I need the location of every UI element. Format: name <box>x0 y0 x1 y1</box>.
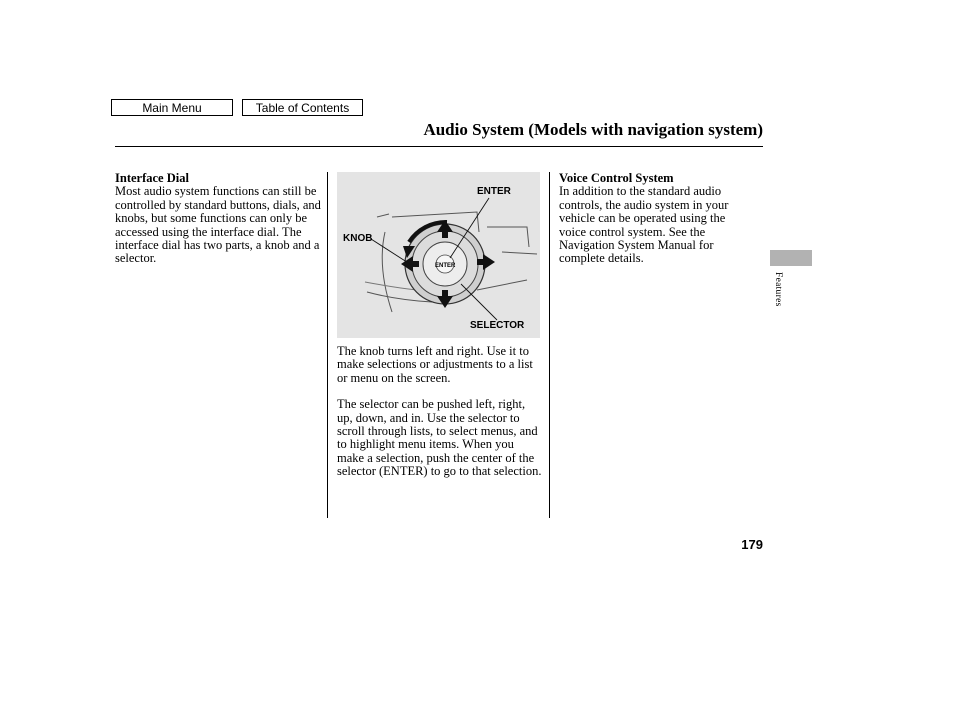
knob-selector-section <box>337 345 542 492</box>
selector-text: The selector can be pushed left, right, up, down, and in. Use the selector to scroll through lists, to select menus, and to highlight menu items. When you make a selection, push the center of the selector (ENTER) to go to that selection. <box>337 397 542 479</box>
main-menu-button[interactable]: Main Menu <box>111 99 233 116</box>
table-of-contents-button[interactable]: Table of Contents <box>242 99 363 116</box>
voice-control-text: In addition to the standard audio controls, the audio system in your vehicle can be operated using the voice control system. See the Navigation System Manual for complete details. <box>559 184 729 266</box>
knob-label: KNOB <box>343 233 373 244</box>
interface-dial-section <box>115 172 325 266</box>
title-rule <box>115 146 763 147</box>
voice-control-section <box>559 172 754 266</box>
page-title: Audio System (Models with navigation system) <box>423 120 763 139</box>
column-divider <box>549 172 550 518</box>
section-label: Features <box>773 272 783 307</box>
section-tab <box>770 250 812 266</box>
interface-dial-text: Most audio system functions can still be controlled by standard buttons, dials, and knobs, but some functions can only be accessed using the interface dial. The interface dial has two parts, a knob and a selector. <box>115 184 321 266</box>
knob-text: The knob turns left and right. Use it to make selections or adjustments to a list or menu on the screen. <box>337 344 533 385</box>
interface-dial-heading: Interface Dial <box>115 171 189 185</box>
enter-center-label: ENTER <box>435 263 456 269</box>
column-divider <box>327 172 328 518</box>
enter-label: ENTER <box>477 186 511 197</box>
page-number: 179 <box>741 537 763 552</box>
interface-dial-illustration <box>337 172 540 338</box>
voice-control-heading: Voice Control System <box>559 171 674 185</box>
selector-label: SELECTOR <box>470 320 525 331</box>
